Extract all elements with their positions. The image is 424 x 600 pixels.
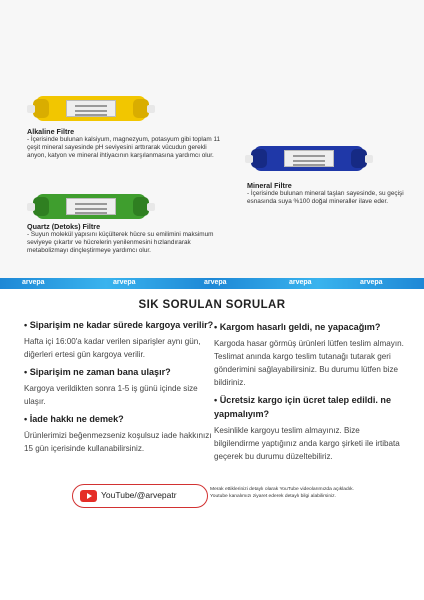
- faq-question: • Siparişim ne zaman bana ulaşır?: [24, 367, 171, 377]
- faq-answer: Kesinlikle kargoyu teslim almayınız. Bize bilgilendirme yaptığınız anda kargo şirketi ile irtibata geçerek bu durumu düzeltebiliriz.: [214, 426, 400, 461]
- faq-answer: Hafta içi 16:00'a kadar verilen siparişler aynı gün, diğerleri ertesi gün kargoya verilir.: [24, 337, 201, 359]
- faq-title: SIK SORULAN SORULAR: [138, 299, 286, 311]
- youtube-handle: YouTube/@arvepatr: [101, 490, 177, 500]
- brand-band: [0, 278, 424, 289]
- quartz-title: Quartz (Detoks) Filtre: [27, 222, 101, 231]
- brand-label: arvepa: [22, 279, 45, 286]
- brand-label: arvepa: [113, 279, 136, 286]
- youtube-channel-link[interactable]: [72, 484, 208, 508]
- alkaline-title: Alkaline Filtre: [27, 127, 75, 136]
- faq-right-column: [214, 320, 404, 467]
- mineral-description: - İçerisinde bulunan mineral taşları sayesinde, su geçişi esnasında suya %100 doğal mineraller ilave eder.: [247, 190, 404, 206]
- brand-label: arvepa: [204, 279, 227, 286]
- faq-question: • Siparişim ne kadar sürede kargoya verilir?: [24, 320, 214, 330]
- brand-label: arvepa: [289, 279, 312, 286]
- faq-question: • Kargom hasarlı geldi, ne yapacağım?: [214, 322, 381, 332]
- quartz-cartridge-image: [36, 194, 146, 219]
- youtube-note: Merak ettiklerinizi detaylı olarak YouTube videolarımızda açıkladık. Youtube kanalımızı ziyaret ederek detaylı bilgi alabilirsiniz.: [210, 487, 354, 499]
- faq-question: • Ücretsiz kargo için ücret talep edildi. ne yapmalıyım?: [214, 395, 392, 419]
- alkaline-description: - İçerisinde bulunan kalsiyum, magnezyum, potasyum gibi toplam 11 çeşit mineral sayesinde pH seviyesini arttırarak vücudun gerekli anyon, katyon ve mineral ihtiyacının karşılanmasına yardımcı olur.: [27, 136, 221, 160]
- faq-answer: Kargoya verildikten sonra 1-5 iş günü içinde size ulaşır.: [24, 384, 198, 406]
- alkaline-cartridge-image: [36, 96, 146, 121]
- youtube-icon: [80, 490, 97, 502]
- faq-left-column: [24, 318, 220, 459]
- faq-answer: Kargoda hasar görmüş ürünleri lütfen teslim almayın. Teslimat anında kargo teslim tutanağı tutarak geri gönderimini sağlayabilirsiniz. Bu durumu lütfen bize bildiriniz.: [214, 339, 404, 387]
- brand-label: arvepa: [360, 279, 383, 286]
- youtube-banner: [72, 484, 354, 508]
- faq-question: • İade hakkı ne demek?: [24, 414, 124, 424]
- mineral-title: Mineral Filtre: [247, 181, 292, 190]
- mineral-cartridge-image: [254, 146, 364, 171]
- quartz-description: - Suyun molekül yapısını küçülterek hücre su emilimini maksimum seviyeye çıkartır ve hücrelerin yenilenmesini hızlandırarak metabolizmayı dinçleştirmeye yardımcı olur.: [27, 231, 214, 255]
- product-area: [0, 0, 424, 278]
- faq-answer: Ürünlerimizi beğenmezseniz koşulsuz iade hakkınızı 15 gün içerisinde kullanabilirsiniz.: [24, 431, 212, 453]
